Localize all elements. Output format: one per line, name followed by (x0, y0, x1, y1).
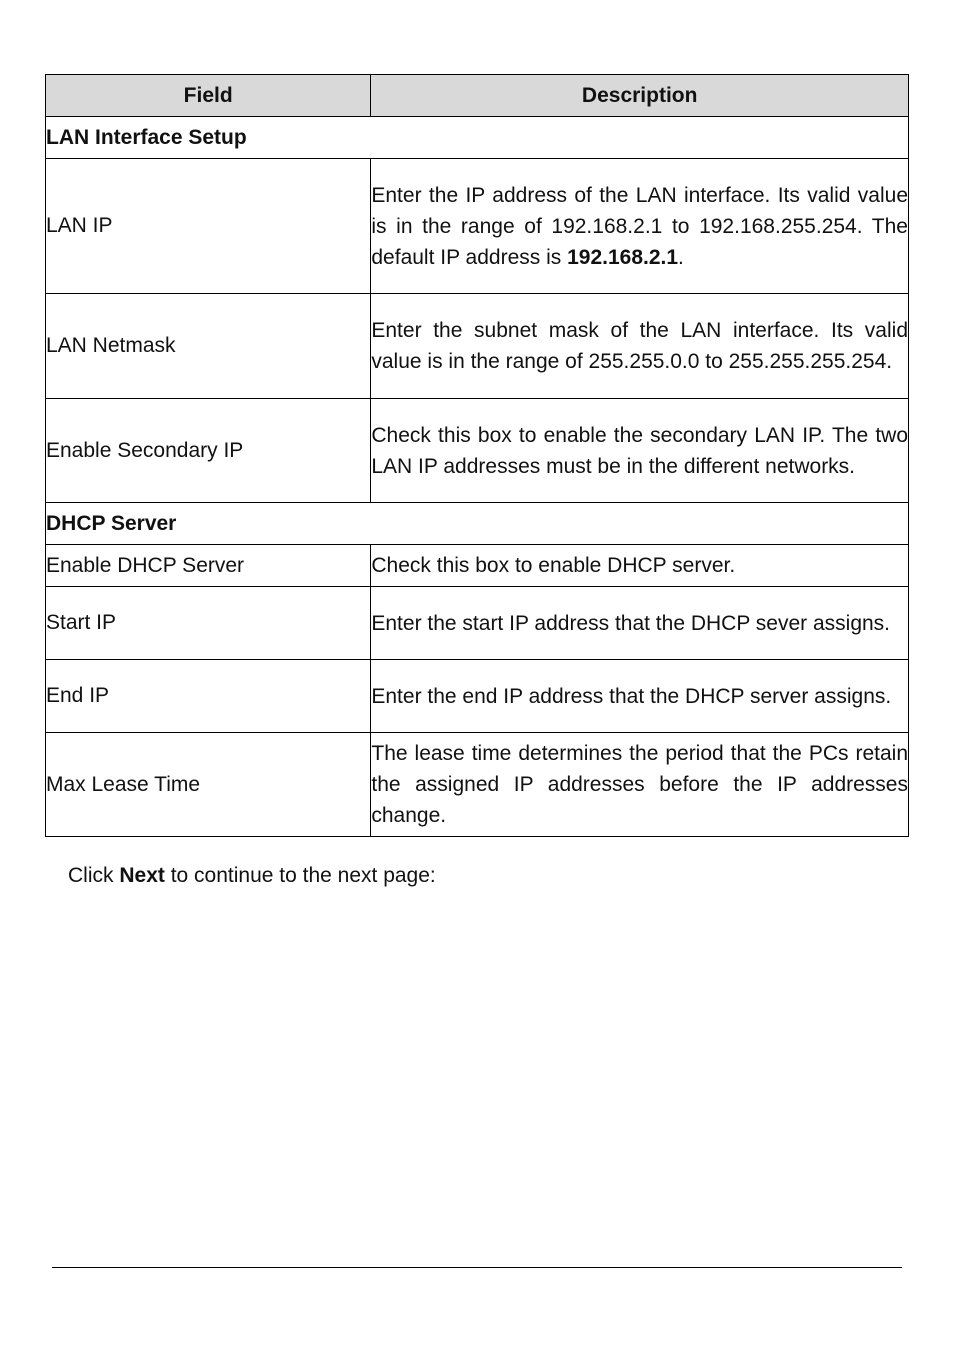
description-text: Enter the IP address of the LAN interface. Its valid value is in the range of 192.168.2.1 to 192.168.255.254. The default IP address is (371, 183, 908, 269)
section-title-dhcp-server: DHCP Server (46, 503, 909, 545)
next-keyword: Next (119, 864, 165, 887)
header-description: Description (371, 75, 909, 117)
table-row (46, 733, 909, 837)
table-row (46, 159, 909, 294)
section-row (46, 503, 909, 545)
table-row (46, 587, 909, 660)
header-field: Field (46, 75, 371, 117)
table-row (46, 399, 909, 503)
field-lan-netmask: LAN Netmask (46, 294, 371, 399)
description-enable-dhcp-server: Check this box to enable DHCP server. (371, 545, 909, 587)
field-end-ip: End IP (46, 660, 371, 733)
field-enable-secondary-ip: Enable Secondary IP (46, 399, 371, 503)
description-enable-secondary-ip: Check this box to enable the secondary LAN IP. The two LAN IP addresses must be in the different networks. (371, 399, 909, 503)
field-max-lease-time: Max Lease Time (46, 733, 371, 837)
field-start-ip: Start IP (46, 587, 371, 660)
table-header-row (46, 75, 909, 117)
table-row (46, 660, 909, 733)
footer-divider (52, 1267, 902, 1268)
field-enable-dhcp-server: Enable DHCP Server (46, 545, 371, 587)
next-instruction (68, 864, 436, 888)
field-description-table (45, 74, 909, 837)
default-ip-value: 192.168.2.1 (567, 245, 679, 269)
note-text-start: Click (68, 864, 120, 887)
description-lan-ip (371, 159, 909, 294)
description-max-lease-time: The lease time determines the period that the PCs retain the assigned IP addresses before the IP addresses change. (371, 733, 909, 837)
description-start-ip: Enter the start IP address that the DHCP sever assigns. (371, 587, 909, 660)
section-row (46, 117, 909, 159)
description-end-ip: Enter the end IP address that the DHCP server assigns. (371, 660, 909, 733)
table-row (46, 294, 909, 399)
section-title-lan-interface-setup: LAN Interface Setup (46, 117, 909, 159)
field-lan-ip: LAN IP (46, 159, 371, 294)
description-text-end: . (678, 245, 684, 269)
description-lan-netmask: Enter the subnet mask of the LAN interface. Its valid value is in the range of 255.255.0.0 to 255.255.255.254. (371, 294, 909, 399)
table-row (46, 545, 909, 587)
note-text-end: to continue to the next page: (164, 864, 436, 887)
